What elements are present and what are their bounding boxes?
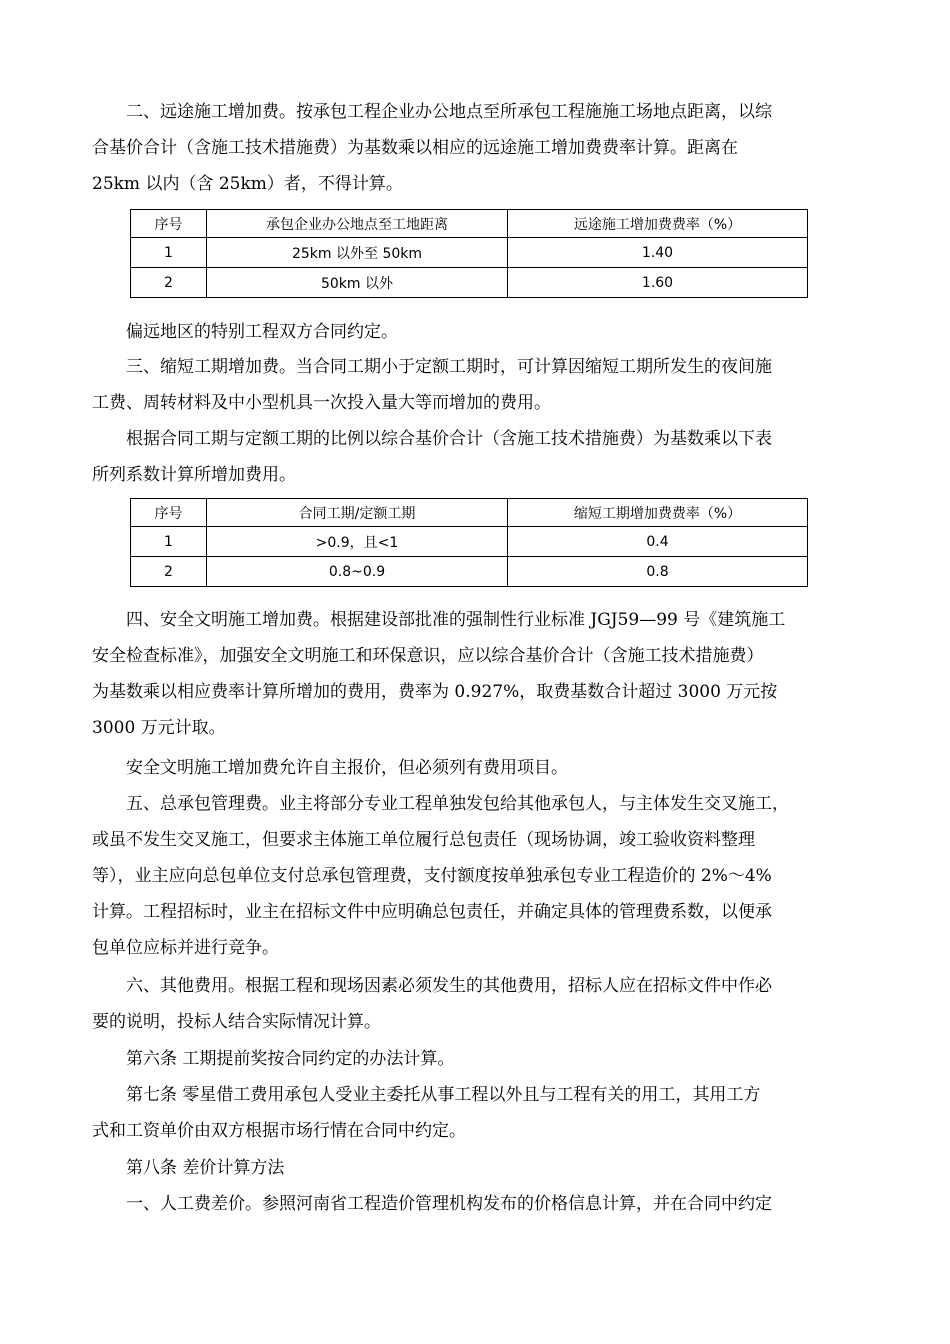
text-line: 三、缩短工期增加费。当合同工期小于定额工期时，可计算因缩短工期所发生的夜间施	[126, 357, 772, 377]
text-line: 根据合同工期与定额工期的比例以综合基价合计（含施工技术措施费）为基数乘以下表	[126, 429, 772, 449]
text-line: 二、远途施工增加费。按承包工程企业办公地点至所承包工程施施工场地点距离，以综	[126, 102, 772, 122]
text-line: 合基价合计（含施工技术措施费）为基数乘以相应的远途施工增加费费率计算。距离在	[92, 138, 738, 158]
text-line: 六、其他费用。根据工程和现场因素必须发生的其他费用，招标人应在招标文件中作必	[126, 976, 772, 996]
text-line: 一、人工费差价。参照河南省工程造价管理机构发布的价格信息计算，并在合同中约定	[126, 1194, 772, 1214]
table-cell: 1.60	[508, 268, 808, 298]
table-header-cell: 远途施工增加费费率（%）	[508, 210, 808, 238]
paragraph-safety-civilized-fee	[92, 602, 860, 746]
table-row	[131, 238, 808, 268]
text-line: 式和工资单价由双方根据市场行情在合同中约定。	[92, 1121, 466, 1141]
paragraph-remote-construction-fee	[92, 94, 860, 202]
table-cell: 50km 以外	[207, 268, 508, 298]
table-header-cell: 序号	[131, 210, 207, 238]
table-cell: 1.40	[508, 238, 808, 268]
paragraph-article-8	[92, 1150, 860, 1186]
table-cell: 0.4	[508, 527, 808, 557]
table-cell: 0.8~0.9	[207, 557, 508, 587]
shortened-schedule-rate-table	[130, 498, 808, 587]
paragraph-safety-bid	[92, 750, 860, 786]
table-row	[131, 557, 808, 587]
table-header-cell: 合同工期/定额工期	[207, 499, 508, 527]
text-line: 25km 以内（含 25km）者，不得计算。	[92, 174, 403, 194]
table-cell: 2	[131, 557, 207, 587]
paragraph-labor-cost-difference	[92, 1186, 860, 1222]
table-row	[131, 527, 808, 557]
paragraph-schedule-ratio	[92, 421, 860, 493]
table-cell: >0.9，且<1	[207, 527, 508, 557]
text-line: 要的说明，投标人结合实际情况计算。	[92, 1012, 381, 1032]
paragraph-general-contracting-fee	[92, 786, 860, 966]
text-line: 所列系数计算所增加费用。	[92, 465, 296, 485]
text-line: 3000 万元计取。	[92, 718, 226, 738]
text-line: 包单位应标并进行竞争。	[92, 938, 279, 958]
text-line: 五、总承包管理费。业主将部分专业工程单独发包给其他承包人，与主体发生交叉施工，	[126, 794, 789, 814]
table-row	[131, 268, 808, 298]
table-cell: 1	[131, 238, 207, 268]
table-header-cell: 承包企业办公地点至工地距离	[207, 210, 508, 238]
table-header-row	[131, 499, 808, 527]
paragraph-article-7	[92, 1077, 860, 1149]
paragraph-article-6	[92, 1041, 860, 1077]
text-line: 偏远地区的特别工程双方合同约定。	[126, 322, 398, 342]
text-line: 安全检查标准》，加强安全文明施工和环保意识，应以综合基价合计（含施工技术措施费）	[92, 646, 764, 666]
table-cell: 1	[131, 527, 207, 557]
text-line: 为基数乘以相应费率计算所增加的费用，费率为 0.927%，取费基数合计超过 3000 万元按	[92, 682, 778, 702]
table-cell: 0.8	[508, 557, 808, 587]
text-line: 计算。工程招标时，业主在招标文件中应明确总包责任，并确定具体的管理费系数，以便承	[92, 902, 772, 922]
table-header-row	[131, 210, 808, 238]
text-line: 四、安全文明施工增加费。根据建设部批准的强制性行业标准 JGJ59—99 号《建筑施工	[126, 610, 786, 630]
paragraph-other-fees	[92, 968, 860, 1040]
text-line: 工费、周转材料及中小型机具一次投入量大等而增加的费用。	[92, 393, 551, 413]
table-header-cell: 序号	[131, 499, 207, 527]
text-line: 安全文明施工增加费允许自主报价，但必须列有费用项目。	[126, 758, 568, 778]
paragraph-remote-areas	[92, 314, 860, 350]
table-cell: 2	[131, 268, 207, 298]
paragraph-shortened-schedule-fee	[92, 349, 860, 421]
text-line: 第八条 差价计算方法	[126, 1158, 285, 1178]
table-header-cell: 缩短工期增加费费率（%）	[508, 499, 808, 527]
remote-fee-rate-table	[130, 209, 808, 298]
text-line: 等），业主应向总包单位支付总承包管理费，支付额度按单独承包专业工程造价的 2%～4%	[92, 866, 772, 886]
table-cell: 25km 以外至 50km	[207, 238, 508, 268]
text-line: 第六条 工期提前奖按合同约定的办法计算。	[126, 1049, 455, 1069]
text-line: 第七条 零星借工费用承包人受业主委托从事工程以外且与工程有关的用工，其用工方	[126, 1085, 761, 1105]
text-line: 或虽不发生交叉施工，但要求主体施工单位履行总包责任（现场协调，竣工验收资料整理	[92, 830, 755, 850]
